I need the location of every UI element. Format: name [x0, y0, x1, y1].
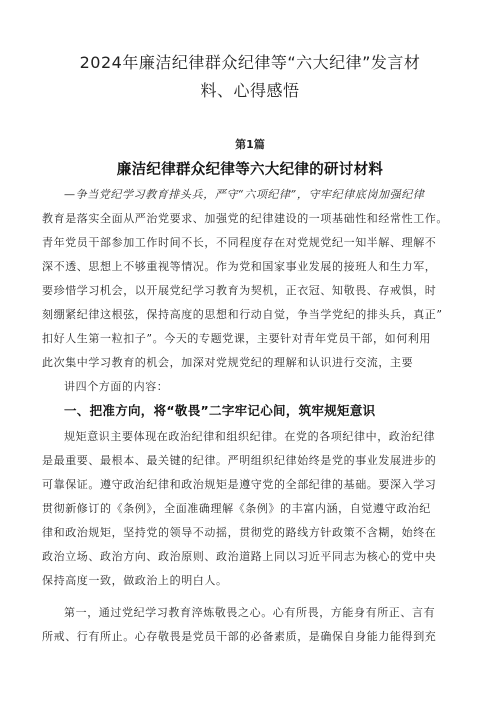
body-line: 教育是落实全面从严治党要求、加强党的纪律建设的一项基础性和经常性工作。 — [42, 212, 448, 225]
body-line: 此次集中学习教育的机会，加深对党规党纪的理解和认识进行交流，主要 — [42, 356, 414, 369]
section-body-line: 可靠保证。遵守政治纪律和政治规矩是遵守党的全部纪律的基础。要深入学习 — [42, 478, 437, 491]
body-line: 讲四个方面的内容： — [64, 380, 169, 393]
body-line: 刻绷紧纪律这根弦，保持高度的思想和行动自觉，争当学党纪的排头兵，真正” — [42, 308, 443, 321]
paragraph-line: 所戒、行有所止。心存敬畏是党员干部的必备素质，是确保自身能力能得到充 — [42, 630, 437, 643]
section-heading: 一、把准方向，将“敬畏”二字牢记心间，筑牢规矩意识 — [64, 403, 376, 418]
body-line: 要珍惜学习机会，以开展党纪学习教育为契机，正衣冠、知敬畏、存戒惧，时 — [42, 284, 437, 297]
section-body-line: 是最重要、最根本、最关键的纪律。严明组织纪律始终是党的事业发展进步的 — [42, 454, 437, 467]
body-line: 青年党员干部参加工作时间不长，不同程度存在对党规党纪一知半解、理解不 — [42, 236, 437, 249]
document-title-line-2: 料、心得感悟 — [200, 81, 300, 100]
subtitle-line: —争当党纪学习教育排头兵，严守“六项纪律”，守牢纪律底岗加强纪律 — [64, 188, 425, 201]
document-title-line-1: 2024年廉洁纪律群众纪律等“六大纪律”发言材 — [79, 53, 421, 72]
section-body-line: 规矩意识主要体现在政治纪律和组织纪律。在党的各项纪律中，政治纪律 — [64, 430, 436, 443]
article-title: 廉洁纪律群众纪律等六大纪律的研讨材料 — [116, 162, 384, 178]
section-body-line: 贯彻新修订的《条例》，全面准确理解《条例》的丰富内涵，自觉遵守政治纪 — [42, 502, 431, 515]
section-body-line: 保持高度一致，做政治上的明白人。 — [42, 574, 228, 587]
chapter-label: 第1篇 — [235, 138, 265, 151]
section-body-line: 政治立场、政治方向、政治原则、政治道路上同以习近平同志为核心的党中央 — [42, 550, 437, 563]
body-line: 扣好人生第一粒扣子”。今天的专题党课，主要针对青年党员干部，如何利用 — [42, 332, 432, 345]
section-body-line: 律和政治规矩，坚持党的领导不动摇，贯彻党的路线方针政策不含糊，始终在 — [42, 526, 437, 539]
body-line: 深不透、思想上不够重视等情况。作为党和国家事业发展的接班人和生力军， — [42, 260, 437, 273]
paragraph-line: 第一，通过党纪学习教育淬炼敬畏之心。心有所畏，方能身有所正、言有 — [64, 606, 436, 619]
